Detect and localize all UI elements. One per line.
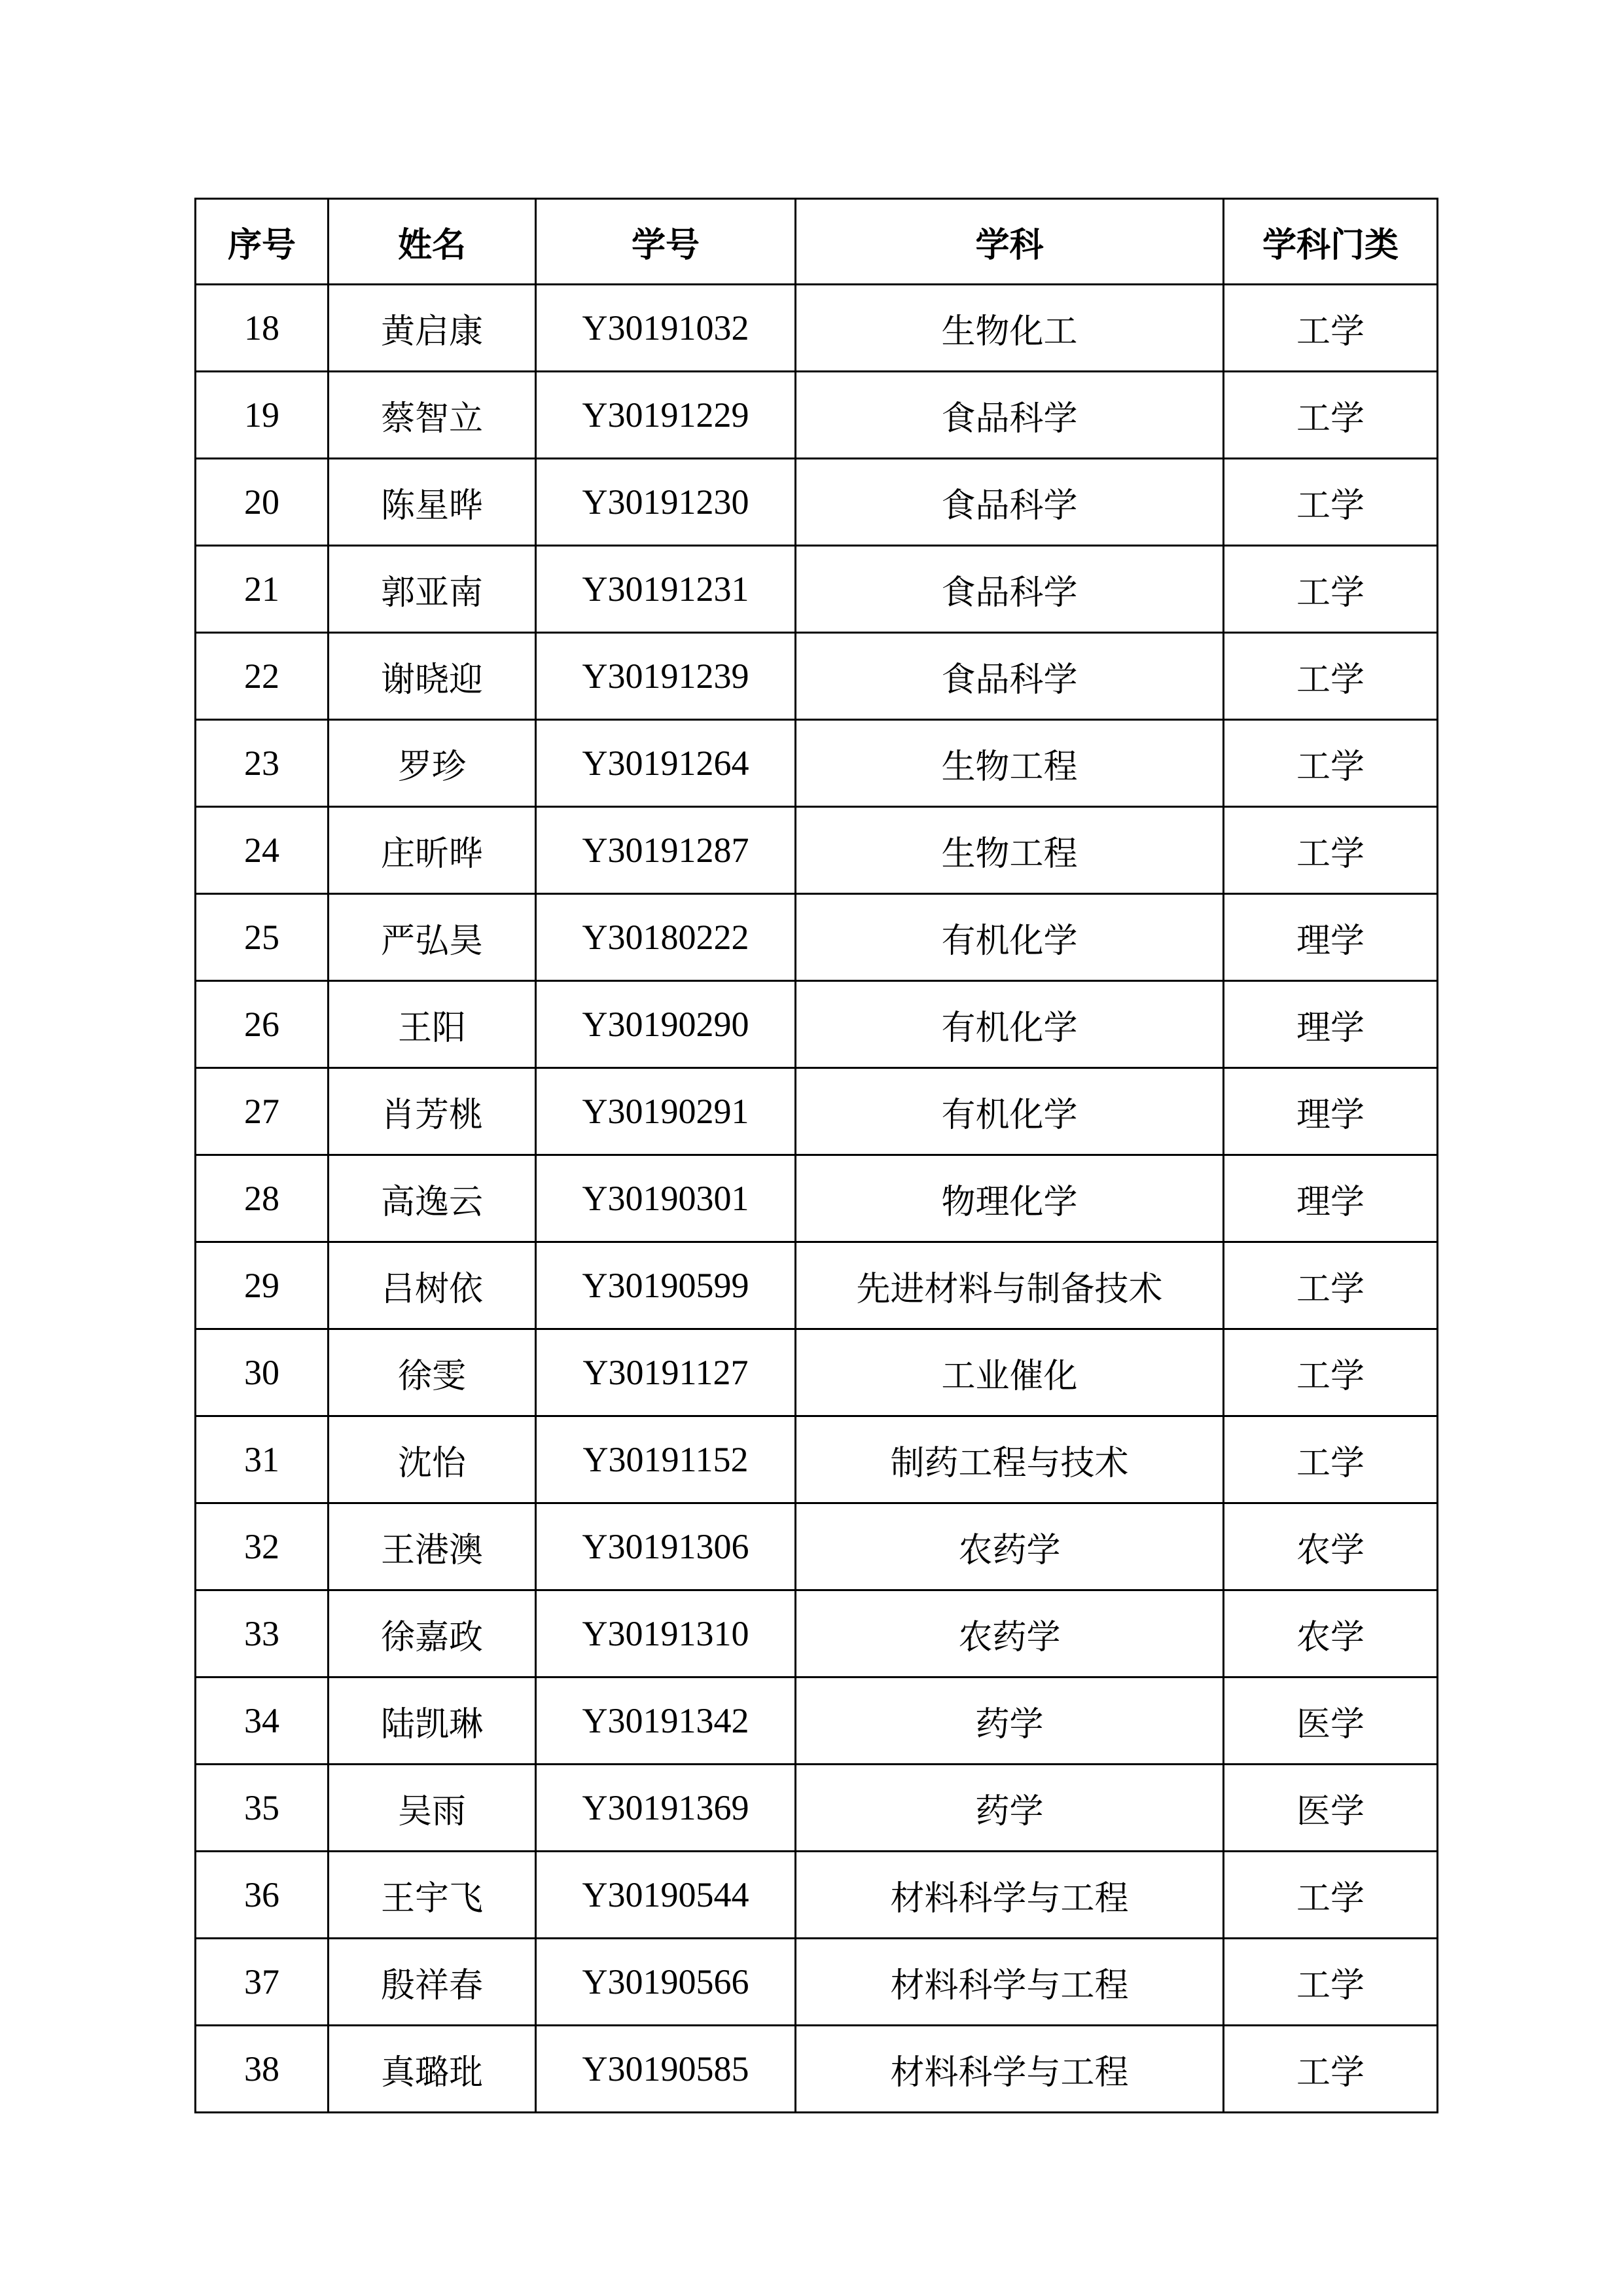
cell-category: 工学 [1224, 2026, 1438, 2113]
table-row [196, 285, 1438, 372]
cell-student-id: Y30191127 [536, 1329, 796, 1416]
cell-subject: 药学 [796, 1765, 1224, 1852]
cell-category: 工学 [1224, 1242, 1438, 1329]
cell-subject: 工业催化 [796, 1329, 1224, 1416]
cell-student-id: Y30191229 [536, 372, 796, 459]
cell-name: 真璐玭 [329, 2026, 536, 2113]
header-student-id: 学号 [536, 199, 796, 285]
cell-subject: 先进材料与制备技术 [796, 1242, 1224, 1329]
cell-subject: 生物工程 [796, 807, 1224, 894]
cell-category: 工学 [1224, 546, 1438, 633]
cell-category: 理学 [1224, 894, 1438, 981]
table-row [196, 459, 1438, 546]
table-row [196, 1416, 1438, 1503]
cell-category: 工学 [1224, 720, 1438, 807]
cell-student-id: Y30191231 [536, 546, 796, 633]
table-row [196, 1590, 1438, 1677]
cell-subject: 制药工程与技术 [796, 1416, 1224, 1503]
cell-name: 罗珍 [329, 720, 536, 807]
cell-student-id: Y30191239 [536, 633, 796, 720]
cell-seq: 35 [196, 1765, 329, 1852]
cell-name: 王阳 [329, 981, 536, 1068]
table-row [196, 894, 1438, 981]
cell-student-id: Y30190585 [536, 2026, 796, 2113]
cell-subject: 材料科学与工程 [796, 1939, 1224, 2026]
table-row [196, 546, 1438, 633]
table-row [196, 1677, 1438, 1765]
cell-category: 工学 [1224, 459, 1438, 546]
cell-subject: 农药学 [796, 1503, 1224, 1590]
cell-name: 陈星晔 [329, 459, 536, 546]
cell-seq: 28 [196, 1155, 329, 1242]
cell-seq: 33 [196, 1590, 329, 1677]
cell-name: 沈怡 [329, 1416, 536, 1503]
cell-subject: 材料科学与工程 [796, 1852, 1224, 1939]
cell-seq: 21 [196, 546, 329, 633]
cell-name: 高逸云 [329, 1155, 536, 1242]
cell-student-id: Y30190301 [536, 1155, 796, 1242]
table-row [196, 1852, 1438, 1939]
table-row [196, 372, 1438, 459]
cell-student-id: Y30191306 [536, 1503, 796, 1590]
cell-name: 郭亚南 [329, 546, 536, 633]
cell-name: 谢晓迎 [329, 633, 536, 720]
cell-category: 工学 [1224, 285, 1438, 372]
cell-name: 吕树依 [329, 1242, 536, 1329]
header-subject: 学科 [796, 199, 1224, 285]
cell-student-id: Y30191230 [536, 459, 796, 546]
cell-seq: 27 [196, 1068, 329, 1155]
cell-student-id: Y30191342 [536, 1677, 796, 1765]
cell-subject: 材料科学与工程 [796, 2026, 1224, 2113]
table-row [196, 720, 1438, 807]
cell-name: 庄昕晔 [329, 807, 536, 894]
cell-seq: 22 [196, 633, 329, 720]
cell-category: 医学 [1224, 1677, 1438, 1765]
table-row [196, 981, 1438, 1068]
table-body [196, 285, 1438, 2113]
table-row [196, 1503, 1438, 1590]
cell-category: 工学 [1224, 1852, 1438, 1939]
cell-name: 黄启康 [329, 285, 536, 372]
cell-subject: 药学 [796, 1677, 1224, 1765]
table-row [196, 1155, 1438, 1242]
table-row [196, 633, 1438, 720]
student-roster-table [194, 198, 1438, 2113]
cell-student-id: Y30191264 [536, 720, 796, 807]
cell-seq: 38 [196, 2026, 329, 2113]
cell-name: 严弘昊 [329, 894, 536, 981]
cell-seq: 26 [196, 981, 329, 1068]
cell-student-id: Y30191369 [536, 1765, 796, 1852]
cell-category: 工学 [1224, 372, 1438, 459]
cell-student-id: Y30191152 [536, 1416, 796, 1503]
cell-name: 王港澳 [329, 1503, 536, 1590]
cell-student-id: Y30190599 [536, 1242, 796, 1329]
table-row [196, 1329, 1438, 1416]
cell-student-id: Y30191032 [536, 285, 796, 372]
header-row [196, 199, 1438, 285]
cell-student-id: Y30191310 [536, 1590, 796, 1677]
cell-seq: 25 [196, 894, 329, 981]
header-category: 学科门类 [1224, 199, 1438, 285]
cell-subject: 食品科学 [796, 546, 1224, 633]
cell-category: 医学 [1224, 1765, 1438, 1852]
cell-student-id: Y30190291 [536, 1068, 796, 1155]
cell-seq: 32 [196, 1503, 329, 1590]
cell-category: 农学 [1224, 1503, 1438, 1590]
cell-category: 工学 [1224, 633, 1438, 720]
cell-seq: 24 [196, 807, 329, 894]
cell-name: 陆凯琳 [329, 1677, 536, 1765]
cell-seq: 30 [196, 1329, 329, 1416]
cell-category: 理学 [1224, 1068, 1438, 1155]
table-row [196, 1939, 1438, 2026]
header-name: 姓名 [329, 199, 536, 285]
cell-subject: 食品科学 [796, 459, 1224, 546]
cell-category: 理学 [1224, 1155, 1438, 1242]
table-header [196, 199, 1438, 285]
cell-name: 吴雨 [329, 1765, 536, 1852]
cell-name: 殷祥春 [329, 1939, 536, 2026]
cell-seq: 20 [196, 459, 329, 546]
cell-name: 徐嘉政 [329, 1590, 536, 1677]
cell-student-id: Y30180222 [536, 894, 796, 981]
cell-seq: 19 [196, 372, 329, 459]
table-row [196, 1242, 1438, 1329]
cell-subject: 生物工程 [796, 720, 1224, 807]
cell-student-id: Y30190566 [536, 1939, 796, 2026]
cell-seq: 18 [196, 285, 329, 372]
cell-category: 理学 [1224, 981, 1438, 1068]
cell-name: 肖芳桃 [329, 1068, 536, 1155]
cell-category: 工学 [1224, 807, 1438, 894]
header-seq: 序号 [196, 199, 329, 285]
cell-seq: 23 [196, 720, 329, 807]
cell-subject: 食品科学 [796, 633, 1224, 720]
cell-subject: 生物化工 [796, 285, 1224, 372]
cell-seq: 37 [196, 1939, 329, 2026]
cell-student-id: Y30190290 [536, 981, 796, 1068]
cell-category: 工学 [1224, 1939, 1438, 2026]
cell-subject: 农药学 [796, 1590, 1224, 1677]
cell-seq: 31 [196, 1416, 329, 1503]
cell-subject: 物理化学 [796, 1155, 1224, 1242]
cell-subject: 食品科学 [796, 372, 1224, 459]
cell-subject: 有机化学 [796, 894, 1224, 981]
cell-subject: 有机化学 [796, 1068, 1224, 1155]
cell-seq: 34 [196, 1677, 329, 1765]
table-row [196, 1765, 1438, 1852]
cell-seq: 36 [196, 1852, 329, 1939]
table-row [196, 807, 1438, 894]
cell-category: 工学 [1224, 1416, 1438, 1503]
cell-student-id: Y30190544 [536, 1852, 796, 1939]
cell-student-id: Y30191287 [536, 807, 796, 894]
cell-name: 徐雯 [329, 1329, 536, 1416]
table-row [196, 1068, 1438, 1155]
cell-seq: 29 [196, 1242, 329, 1329]
cell-category: 农学 [1224, 1590, 1438, 1677]
cell-name: 蔡智立 [329, 372, 536, 459]
cell-category: 工学 [1224, 1329, 1438, 1416]
table-row [196, 2026, 1438, 2113]
cell-name: 王宇飞 [329, 1852, 536, 1939]
cell-subject: 有机化学 [796, 981, 1224, 1068]
